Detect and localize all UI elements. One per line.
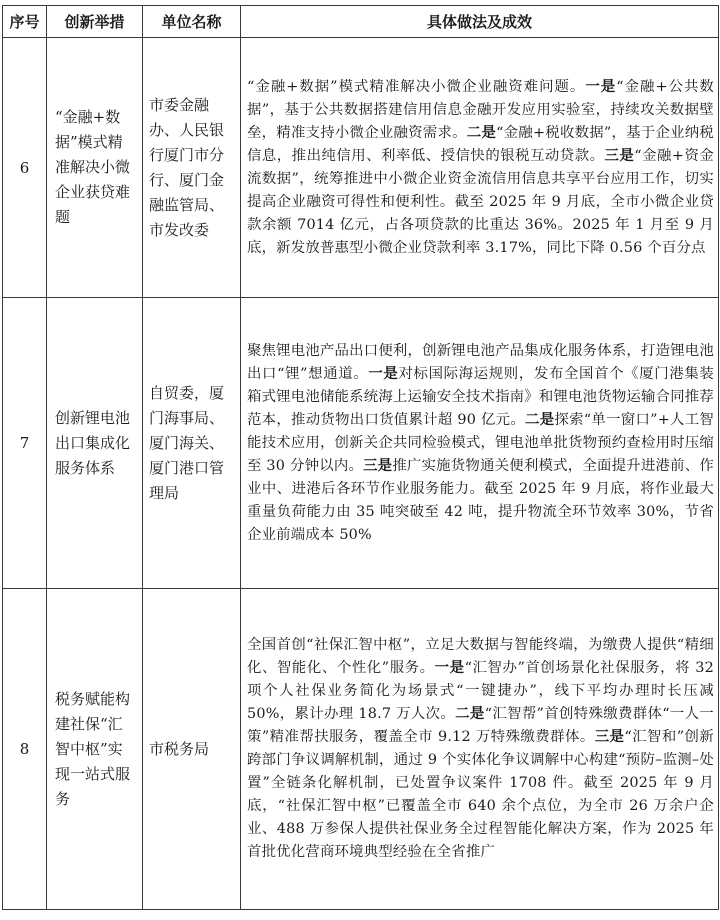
detail-marker: 三是 bbox=[594, 729, 625, 745]
detail-point: “金融+资金流数据”，统筹推进中小微企业资金流信用信息共享平台应用工作，切实提高企业融资可得性和便利性。截至 2025 年 9 月底，全市小微企业贷款余额 7014 亿元，占各项贷款的比重达 36%。2025 年 1 月至 9 月底，新发放普惠型小微企业贷款利率 3.17%，同比下降 0.56 个百分点 bbox=[247, 147, 714, 256]
detail-marker: 二是 bbox=[455, 706, 485, 722]
detail-point: 对标国际海运规则，发布全国首个《厦门港集装箱式锂电池储能系统海上运输安全技术指南》和锂电池货物运输合同推荐范本，推动货物出口货值累计超 90 亿元。 bbox=[247, 365, 715, 428]
row-measure: 创新锂电池出口集成化服务体系 bbox=[47, 298, 143, 589]
table-row bbox=[3, 589, 719, 910]
detail-marker: 一是 bbox=[434, 660, 465, 676]
row-detail bbox=[241, 38, 719, 298]
detail-point: “金融+税收数据”，基于企业纳税信息，推出纯信用、利率低、授信快的银税互动贷款。 bbox=[247, 124, 714, 164]
table-header-row bbox=[3, 6, 719, 38]
detail-intro: “金融+数据”模式精准解决小微企业融资难问题。 bbox=[247, 78, 586, 95]
row-unit: 市税务局 bbox=[143, 589, 241, 910]
row-index: 7 bbox=[3, 298, 47, 589]
row-measure: 税务赋能构建社保“汇智中枢”实现一站式服务 bbox=[47, 589, 143, 910]
detail-point: 推广实施货物通关便利模式，全面提升进港前、作业中、进港后各环节作业服务能力。截至 2025 年 9 月底，将作业最大重量负荷能力由 35 吨突破至 42 吨，提升物流全环节效率 30%，节省企业前端成本 50% bbox=[247, 457, 714, 543]
table-row bbox=[3, 38, 719, 298]
detail-marker: 三是 bbox=[604, 147, 635, 164]
row-unit: 市委金融办、人民银行厦门市分行、厦门金融监管局、市发改委 bbox=[143, 38, 241, 298]
row-detail bbox=[241, 589, 719, 910]
detail-point: “金融+公共数据”，基于公共数据搭建信用信息金融开发应用实验室，持续攻关数据壁垒，精准支持小微企业融资需求。 bbox=[247, 78, 715, 141]
detail-point: “汇智办”首创场景化社保服务，将 32 项个人社保业务简化为场景式“一键捷办”，线下平均办理时长压减 50%，累计办理 18.7 万人次。 bbox=[247, 660, 714, 722]
detail-intro: 聚焦锂电池产品出口便利，创新锂电池产品集成化服务体系，打造锂电池出口“锂”想通道。 bbox=[247, 342, 714, 382]
header-measure: 创新举措 bbox=[47, 6, 143, 38]
detail-point: “汇智和”创新跨部门争议调解机制，通过 9 个实体化争议调解中心构建“预防–监测–处置”全链条化解机制，已处置争议案件 1708 件。截至 2025 年 9 月底，“社保汇智中枢”已覆盖全市 640 余个点位，为全市 26 万余户企业、488 万参保人提供社保业务全过程智能化解决方案，作为 2025 年首批优化营商环境典型经验在全省推广 bbox=[247, 729, 715, 860]
row-index: 8 bbox=[3, 589, 47, 910]
measures-table bbox=[2, 5, 719, 910]
detail-marker: 一是 bbox=[585, 78, 617, 95]
detail-marker: 二是 bbox=[466, 124, 497, 141]
detail-marker: 二是 bbox=[525, 411, 555, 428]
row-detail bbox=[241, 298, 719, 589]
detail-marker: 一是 bbox=[368, 365, 399, 382]
detail-marker: 三是 bbox=[363, 457, 393, 474]
detail-point: 探索“单一窗口”+人工智能技术应用，创新关企共同检验模式，锂电池单批货物预约查检用时压缩至 30 分钟以内。 bbox=[247, 411, 714, 474]
detail-intro: 全国首创“社保汇智中枢”，立足大数据与智能终端，为缴费人提供“精细化、智能化、个性化”服务。 bbox=[247, 637, 714, 676]
row-measure: “金融+数据”模式精准解决小微企业获贷难题 bbox=[47, 38, 143, 298]
row-unit: 自贸委，厦门海事局、厦门海关、厦门港口管理局 bbox=[143, 298, 241, 589]
table-row bbox=[3, 298, 719, 589]
detail-point: “汇智帮”首创特殊缴费群体“一人一策”精准帮扶服务，覆盖全市 9.12 万特殊缴费群体。 bbox=[247, 706, 714, 745]
header-index: 序号 bbox=[3, 6, 47, 38]
header-detail: 具体做法及成效 bbox=[241, 6, 719, 38]
header-unit: 单位名称 bbox=[143, 6, 241, 38]
row-index: 6 bbox=[3, 38, 47, 298]
